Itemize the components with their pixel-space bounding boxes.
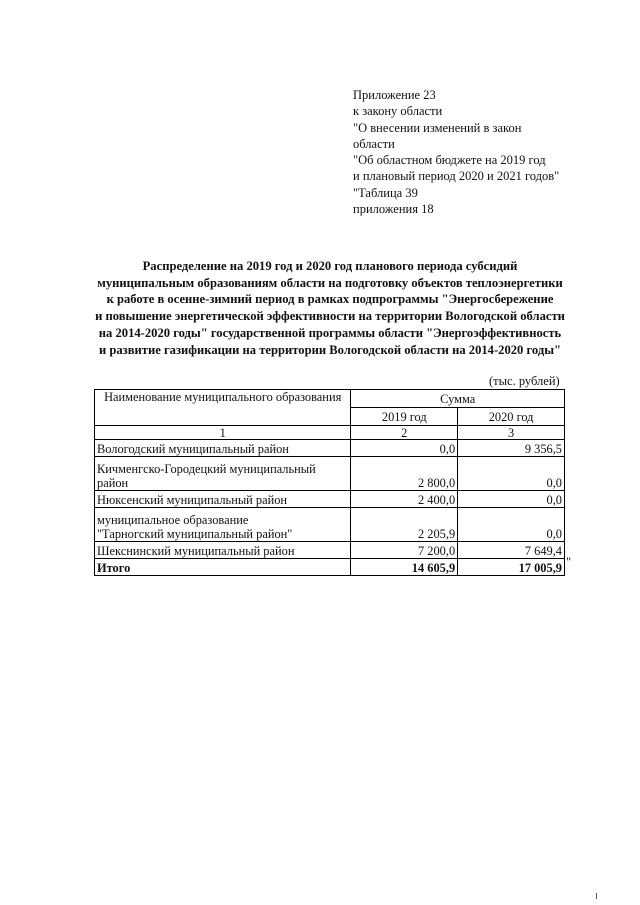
row-name-line: Нюксенский муниципальный район — [97, 493, 288, 507]
header-line: Приложение 23 — [353, 88, 436, 102]
header-line: области — [353, 136, 395, 151]
subsidy-table — [94, 389, 565, 576]
row-value-2020: 0,0 — [458, 457, 565, 491]
row-value-2019: 2 205,9 — [351, 508, 458, 542]
row-name — [95, 491, 351, 508]
row-name-line: Шекснинский муниципальный район — [97, 544, 295, 558]
column-number-3: 3 — [458, 426, 565, 440]
header-line: "Таблица 39 — [353, 185, 418, 200]
row-name — [95, 457, 351, 491]
table-row — [95, 542, 565, 559]
row-name — [95, 440, 351, 457]
title-line: на 2014-2020 годы" государственной программы области "Энергоэффективность — [98, 325, 562, 340]
column-header-2019: 2019 год — [351, 408, 458, 426]
row-name — [95, 508, 351, 542]
table-header-row — [95, 390, 565, 408]
title-line: Распределение на 2019 год и 2020 год планового периода субсидий — [142, 259, 518, 273]
column-number-2: 2 — [351, 426, 458, 440]
scan-mark — [596, 893, 597, 899]
row-value-2019: 2 800,0 — [351, 457, 458, 491]
title-line: и развитие газификации на территории Вологодской области на 2014-2020 годы" — [98, 342, 562, 357]
document-title — [80, 258, 580, 358]
row-value-2020: 9 356,5 — [458, 440, 565, 457]
total-value-2019: 14 605,9 — [351, 559, 458, 576]
total-value-2020: 17 005,9 — [458, 559, 565, 576]
column-header-name: Наименование муниципального образования — [95, 390, 351, 426]
appendix-header — [353, 87, 583, 217]
title-line: к работе в осенне-зимний период в рамках подпрограммы "Энергосбережение — [106, 292, 554, 307]
closing-quote: " — [566, 555, 572, 569]
row-name — [95, 542, 351, 559]
table-row — [95, 508, 565, 542]
row-name-line: "Тарногский муниципальный район" — [97, 527, 293, 541]
total-label: Итого — [95, 559, 351, 576]
row-name-line: Вологодский муниципальный район — [97, 442, 289, 456]
total-row — [95, 559, 565, 576]
row-value-2019: 7 200,0 — [351, 542, 458, 559]
row-value-2020: 0,0 — [458, 508, 565, 542]
table-row — [95, 457, 565, 491]
column-header-sum: Сумма — [351, 390, 565, 408]
header-line: "О внесении изменений в закон — [353, 120, 522, 135]
column-number-1: 1 — [95, 426, 351, 440]
table-row — [95, 440, 565, 457]
row-name-line: Кичменгско-Городецкий муниципальный — [97, 462, 316, 476]
header-line: приложения 18 — [353, 202, 434, 217]
row-value-2020: 7 649,4 — [458, 542, 565, 559]
table-row — [95, 491, 565, 508]
header-line: "Об областном бюджете на 2019 год — [353, 153, 546, 168]
row-value-2019: 2 400,0 — [351, 491, 458, 508]
row-value-2020: 0,0 — [458, 491, 565, 508]
title-line: и повышение энергетической эффективности на территории Вологодской области — [95, 309, 565, 324]
row-name-line: муниципальное образование — [97, 513, 249, 527]
table-number-row — [95, 426, 565, 440]
units-label: (тыс. рублей) — [489, 374, 560, 388]
title-line: муниципальным образованиям области на подготовку объектов теплоэнергетики — [97, 275, 563, 290]
row-value-2019: 0,0 — [351, 440, 458, 457]
header-line: и плановый период 2020 и 2021 годов" — [353, 169, 560, 184]
row-name-line: район — [97, 476, 129, 490]
header-line: к закону области — [353, 104, 443, 119]
column-header-2020: 2020 год — [458, 408, 565, 426]
